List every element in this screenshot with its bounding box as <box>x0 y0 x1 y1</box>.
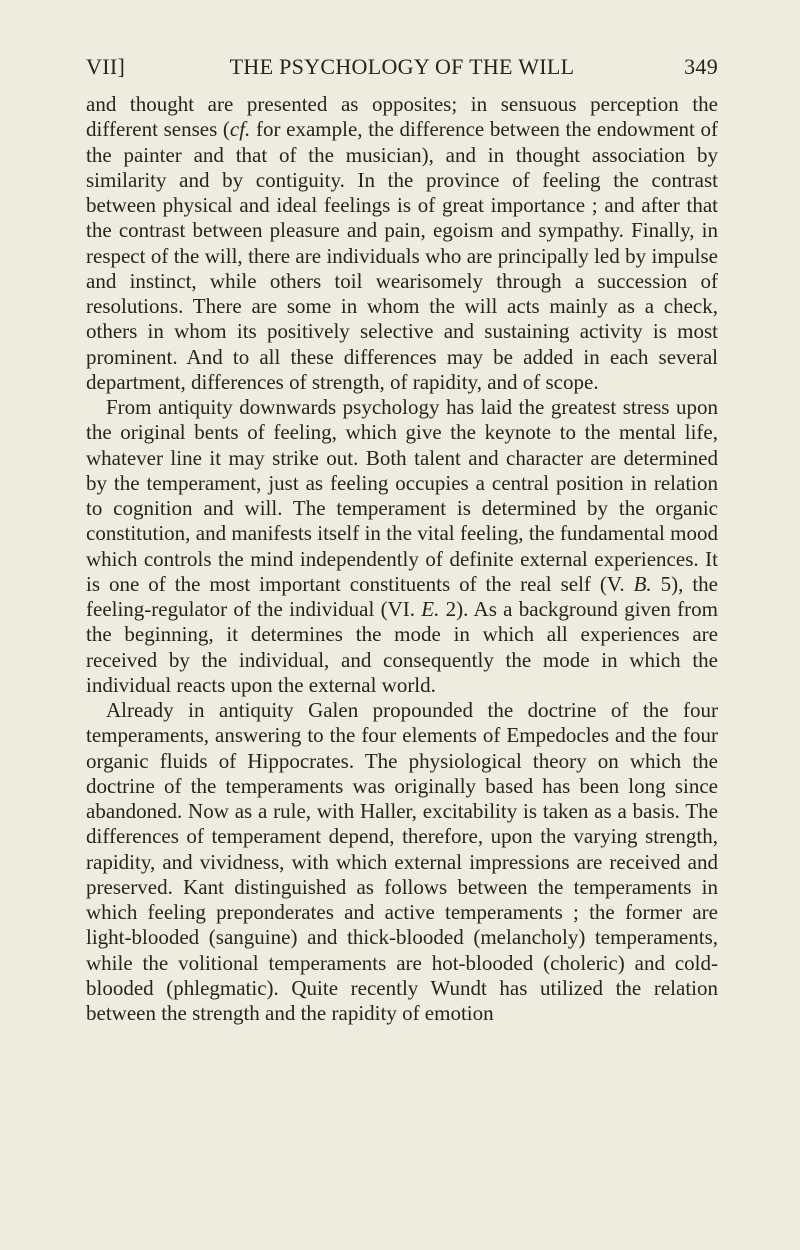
paragraph-3-text: Already in antiquity Galen propounded the doctrine of the four temperaments, answering to the four elements of Empedocles and the four organic fluids of Hippocrates. The physiological theory on which the doctrine of the temperaments was originally based has been long since abandoned. Now as a rule, with Haller, excitability is taken as a basis. The differences of temperament depend, therefore, upon the varying strength, rapidity, and vividness, with which external impressions are received and preserved. Kant distinguished as follows between the temperaments in which feeling preponderates and active temperaments ; the former are light-blooded (sanguine) and thick-blooded (melancholy) temperaments, while the volitional temperaments are hot-blooded (choleric) and cold-blooded (phlegmatic). Quite recently Wundt has utilized the relation between the strength and the rapidity of emotion <box>86 698 718 1025</box>
body-text <box>86 92 718 1026</box>
paragraph-2-text-e: 2). As a background given from the beginning, it determines the mode in which all experiences are received by the individual, and consequently the mode in which the individual reacts upon the external world. <box>86 597 718 697</box>
paragraph-2-text-a: From antiquity downwards psychology has laid the greatest stress upon the original bents of feeling, which give the keynote to the mental life, whatever line it may strike out. Both talent and character are determined by the temperament, just as feeling occupies a central position in relation to cognition and will. The temperament is determined by the organic constitution, and manifests itself in the vital feeling, the fundamental mood which controls the mind independently of definite external experiences. It is one of the most important constituents of the real self (V. <box>86 395 718 596</box>
paragraph-1-text-a: and thought are presented as opposites; in sensuous perception the different senses ( <box>86 92 718 142</box>
section-reference-e: E. <box>421 597 440 621</box>
paragraph-1 <box>86 92 718 395</box>
cf-abbreviation: cf. <box>229 117 251 142</box>
paragraph-3 <box>86 698 718 1026</box>
section-reference-b: B. <box>633 571 652 596</box>
running-header <box>86 54 718 84</box>
paragraph-2-text-c: 5), the feeling-regulator of the individual (VI. <box>86 571 718 621</box>
running-title: THE PSYCHOLOGY OF THE WILL <box>229 54 575 79</box>
paragraph-1-text-b: for example, the difference between the endowment of the painter and that of the musician), and in thought association by similarity and by contiguity. In the province of feeling the contrast between physical and ideal feelings is of great importance ; and after that the contrast between pleasure and pain, egoism and sympathy. Finally, in respect of the will, there are individuals who are principally led by impulse and instinct, while others toil wearisomely through a succession of resolutions. There are some in whom the will acts mainly as a check, others in whom its positively selective and sustaining activity is most prominent. And to all these differences may be added in each several department, differences of strength, of rapidity, and of scope. <box>86 117 719 394</box>
page-number: 349 <box>684 54 718 79</box>
paragraph-2 <box>86 395 718 698</box>
chapter-number: VII] <box>86 54 126 79</box>
